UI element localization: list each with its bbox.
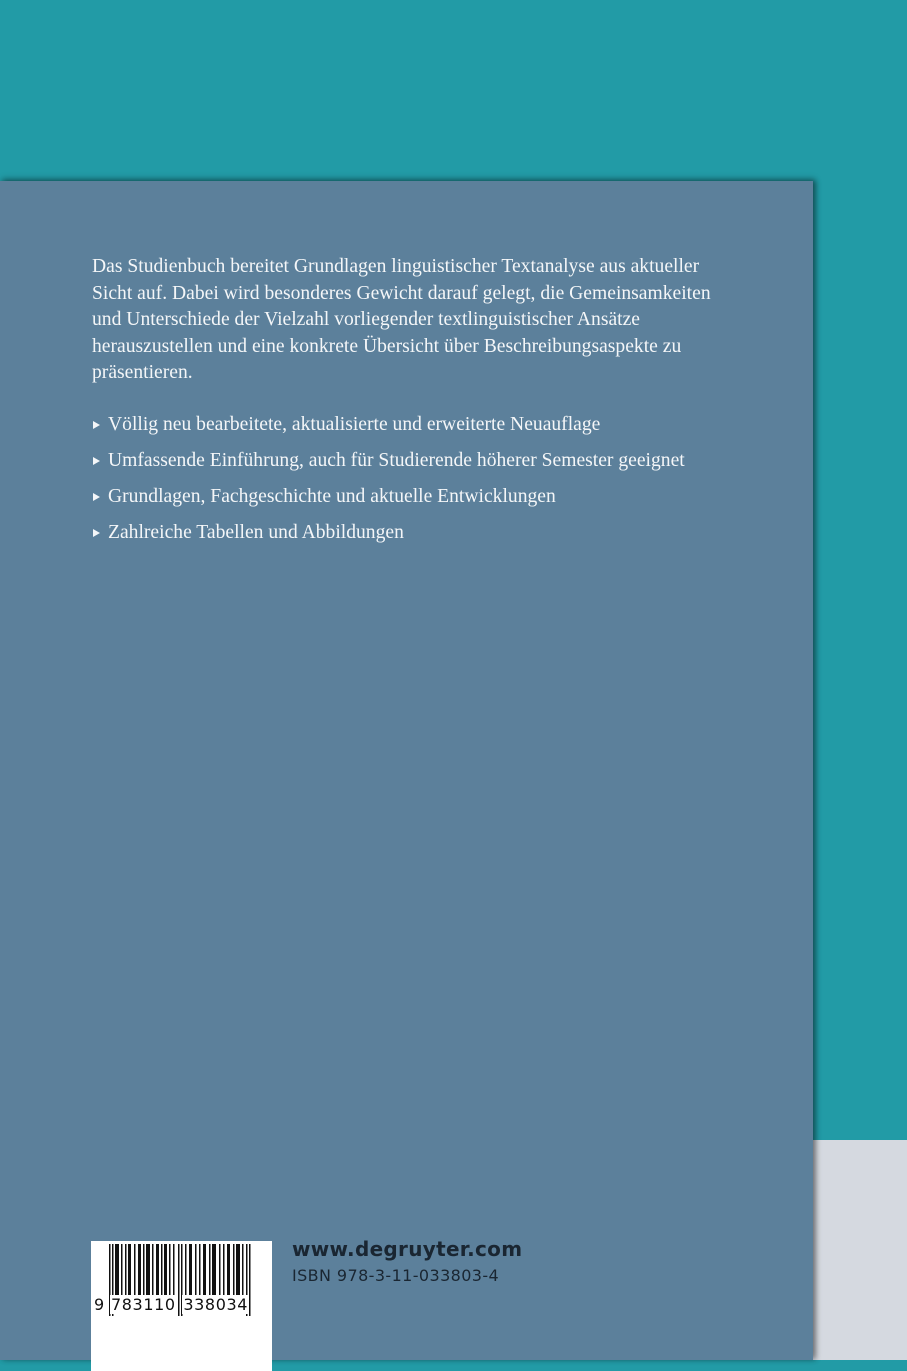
intro-paragraph: Das Studienbuch bereitet Grundlagen linguistischer Textanalyse aus aktueller Sicht auf. Dabei wird besonderes Gewicht darauf gelegt, die Gemeinsamkeiten und Unterschiede der Vielzahl vorliegender textlinguistischer Ansätze herauszustellen und eine konkrete Übersicht über Beschreibungsaspekte zu präsentieren. xyxy=(92,256,711,383)
feature-text: Umfassende Einführung, auch für Studierende höherer Semester geeignet xyxy=(108,450,685,471)
barcode xyxy=(91,1241,272,1371)
feature-item xyxy=(92,412,732,438)
feature-text: Völlig neu bearbeitete, aktualisierte und erweiterte Neuauflage xyxy=(108,414,601,435)
feature-list xyxy=(92,412,732,556)
barcode-group-2: 338034 xyxy=(183,1295,249,1314)
triangle-bullet-icon xyxy=(93,457,100,465)
barcode-group-1: 783110 xyxy=(111,1295,176,1314)
feature-text: Grundlagen, Fachgeschichte und aktuelle Entwicklungen xyxy=(108,486,556,507)
barcode-number xyxy=(94,1295,269,1314)
triangle-bullet-icon xyxy=(93,493,100,501)
barcode-lead-digit: 9 xyxy=(94,1295,105,1314)
feature-item xyxy=(92,520,732,546)
triangle-bullet-icon xyxy=(93,529,100,537)
lower-right-strip xyxy=(813,1140,907,1360)
isbn: ISBN 978-3-11-033803-4 xyxy=(292,1266,500,1285)
feature-item xyxy=(92,448,732,474)
publisher-url: www.degruyter.com xyxy=(292,1237,523,1261)
feature-text: Zahlreiche Tabellen und Abbildungen xyxy=(108,522,404,543)
triangle-bullet-icon xyxy=(93,421,100,429)
feature-item xyxy=(92,484,732,510)
back-cover-panel xyxy=(0,181,813,1360)
